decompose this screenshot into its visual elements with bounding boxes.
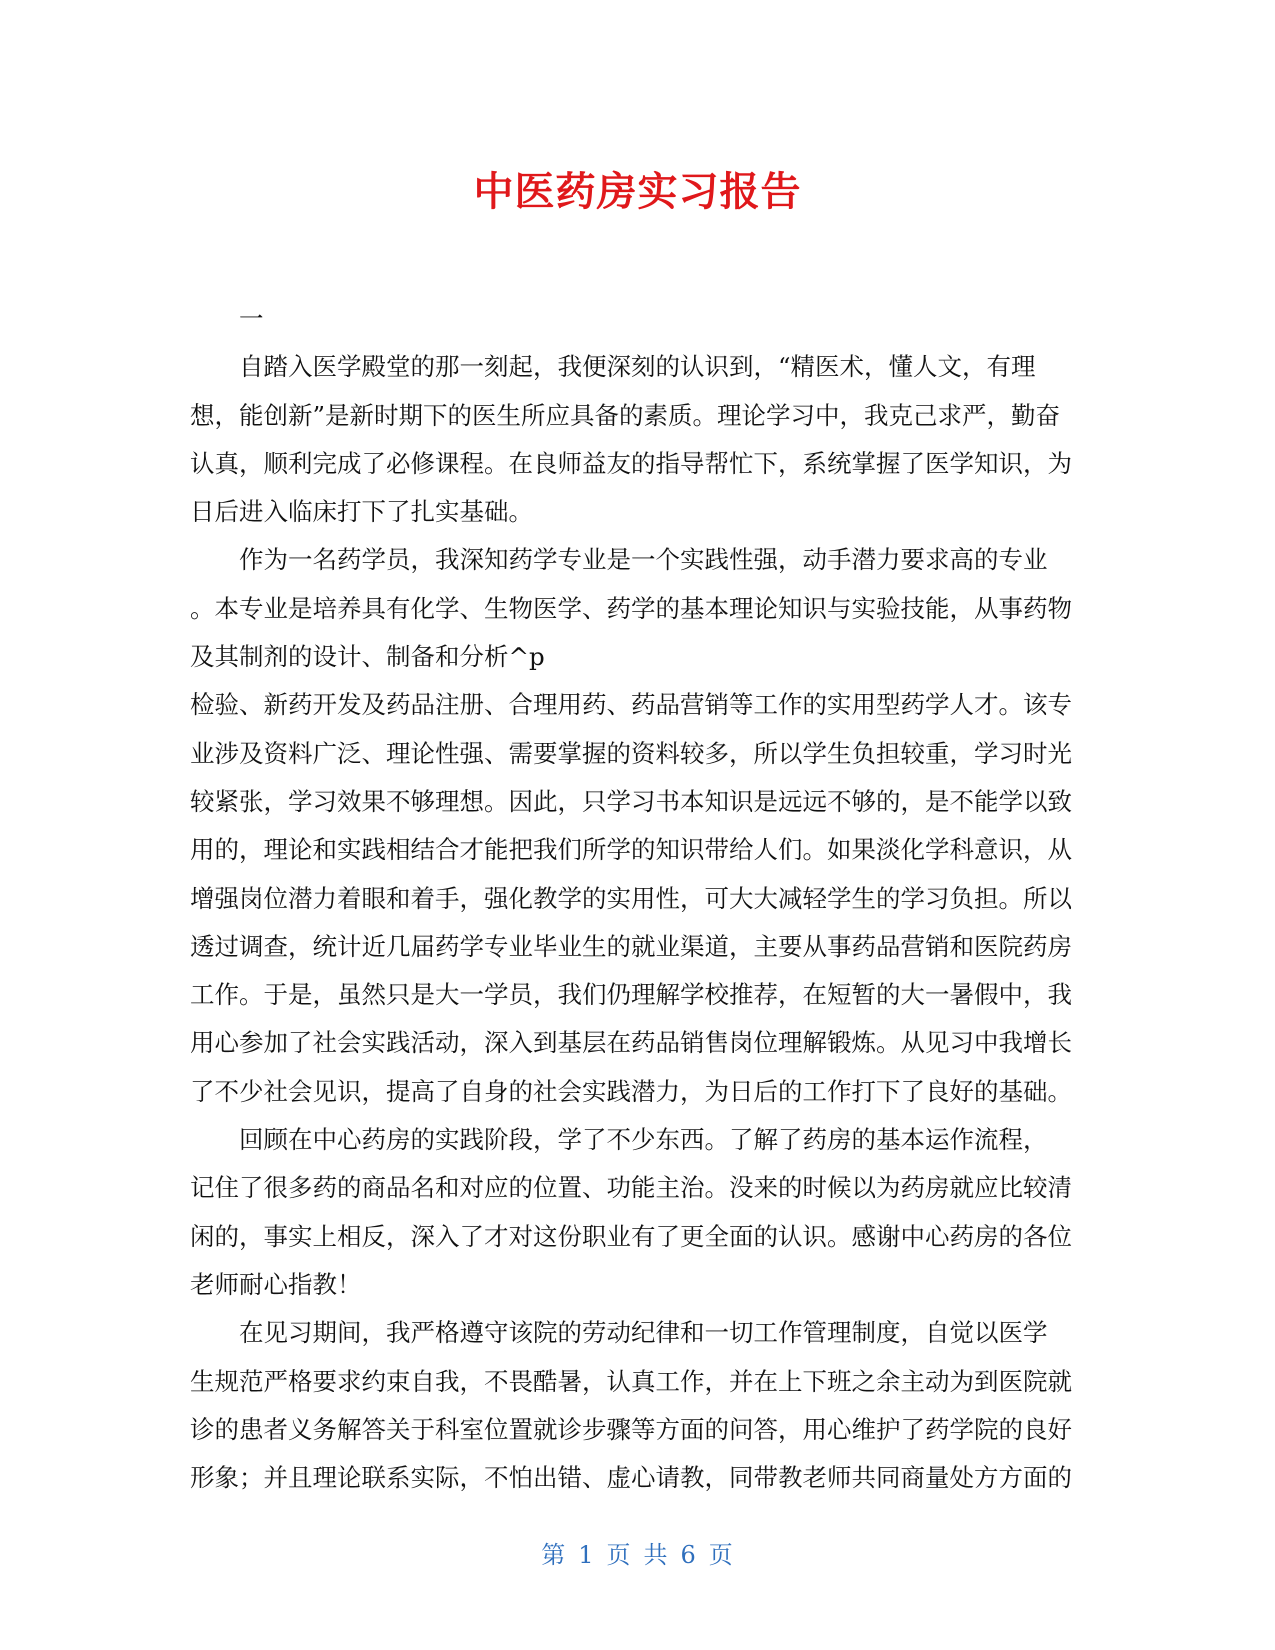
text-line: 记住了很多药的商品名和对应的位置、功能主治。没来的时候以为药房就应比较清	[190, 1173, 1072, 1203]
footer-total-label: 共	[643, 1541, 669, 1569]
page-footer	[0, 1535, 1275, 1570]
document-title: 中医药房实习报告	[473, 169, 802, 215]
text-line: 较紧张，学习效果不够理想。因此，只学习书本知识是远远不够的，是不能学以致	[190, 786, 1072, 816]
footer-page-suffix: 页	[708, 1541, 734, 1569]
text-line: 日后进入临床打下了扎实基础。	[190, 497, 533, 527]
text-line: 想，能创新”是新时期下的医生所应具备的素质。理论学习中，我克己求严，勤奋	[190, 400, 1061, 430]
section-number: 一	[239, 304, 264, 333]
text-line: 了不少社会见识，提高了自身的社会实践潜力，为日后的工作打下了良好的基础。	[190, 1076, 1072, 1106]
footer-total-pages: 6	[680, 1541, 697, 1569]
paragraph-2	[190, 536, 1090, 681]
footer-current-page: 1	[578, 1541, 595, 1569]
text-line: 透过调查，统计近几届药学专业毕业生的就业渠道，主要从事药品营销和医院药房	[190, 931, 1072, 961]
text-line: 工作。于是，虽然只是大一学员，我们仍理解学校推荐，在短暂的大一暑假中，我	[190, 980, 1072, 1010]
text-line: 认真，顺利完成了必修课程。在良师益友的指导帮忙下，系统掌握了医学知识，为	[190, 448, 1072, 478]
footer-prefix: 第	[541, 1541, 567, 1569]
text-line: 用的，理论和实践相结合才能把我们所学的知识带给人们。如果淡化学科意识，从	[190, 835, 1072, 865]
text-line: 在见习期间，我严格遵守该院的劳动纪律和一切工作管理制度，自觉以医学	[239, 1318, 1048, 1348]
paragraph-3	[190, 681, 1090, 1116]
text-line: 诊的患者义务解答关于科室位置就诊步骤等方面的问答，用心维护了药学院的良好	[190, 1414, 1072, 1444]
text-line: 生规范严格要求约束自我，不畏酷暑，认真工作，并在上下班之余主动为到医院就	[190, 1366, 1072, 1396]
text-line: 增强岗位潜力着眼和着手，强化教学的实用性，可大大减轻学生的学习负担。所以	[190, 883, 1072, 913]
text-line: 用心参加了社会实践活动，深入到基层在药品销售岗位理解锻炼。从见习中我增长	[190, 1028, 1072, 1058]
text-line: 形象；并且理论联系实际，不怕出错、虚心请教，同带教老师共同商量处方方面的	[190, 1463, 1072, 1493]
text-line: 老师耐心指教！	[190, 1269, 362, 1299]
text-line: 闲的，事实上相反，深入了才对这份职业有了更全面的认识。感谢中心药房的各位	[190, 1221, 1072, 1251]
text-line: 。本专业是培养具有化学、生物医学、药学的基本理论知识与实验技能，从事药物	[190, 593, 1072, 623]
footer-page-label: 页	[606, 1541, 632, 1569]
paragraph-5	[190, 1309, 1090, 1502]
paragraph-1	[190, 343, 1090, 536]
text-line: 业涉及资料广泛、理论性强、需要掌握的资料较多，所以学生负担较重，学习时光	[190, 738, 1072, 768]
paragraph-4	[190, 1116, 1090, 1309]
text-line: 检验、新药开发及药品注册、合理用药、药品营销等工作的实用型药学人才。该专	[190, 690, 1072, 720]
text-line: 作为一名药学员，我深知药学专业是一个实践性强，动手潜力要求高的专业	[239, 545, 1048, 575]
text-line: 自踏入医学殿堂的那一刻起，我便深刻的认识到，“精医术，懂人文，有理	[239, 352, 1036, 382]
document-body	[190, 295, 1090, 1502]
text-line: 回顾在中心药房的实践阶段，学了不少东西。了解了药房的基本运作流程，	[239, 1125, 1048, 1155]
text-line: 及其制剂的设计、制备和分析^p	[190, 642, 545, 672]
